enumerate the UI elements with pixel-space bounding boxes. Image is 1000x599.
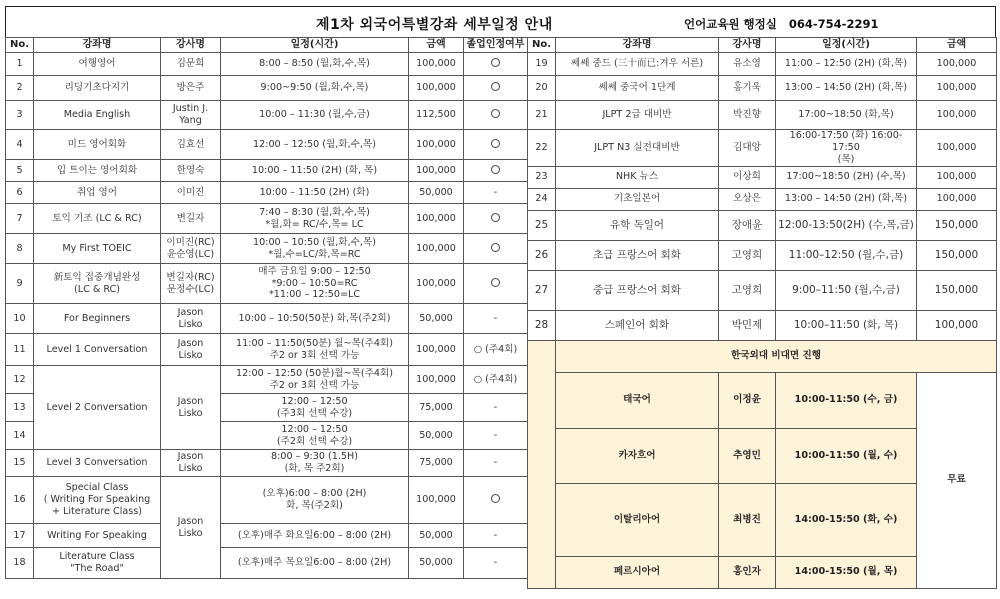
table-row [6,182,528,204]
fee: 50,000 [409,548,464,579]
fee: 100,000 [917,101,997,130]
course-name: 페르시아어 [556,556,719,588]
schedule: 13:00 – 14:50 (2H) (화,목) [776,76,917,101]
credit [464,53,528,76]
instructor: 이미진 [161,182,221,204]
course-line: ( Writing For Speaking [43,494,151,505]
instructor: 유소영 [719,53,776,76]
fee: 100,000 [409,76,464,101]
credit: ○ (주4회) [464,334,528,366]
instructor-line: 변길자(RC) [166,271,215,283]
schedule: 8:00 – 8:50 (월,화,수,목) [221,53,409,76]
credit [464,76,528,101]
table-row [528,166,997,188]
instructor [161,334,221,366]
course-name: My First TOEIC [34,234,161,264]
circle-icon [491,278,500,287]
row-no: 9 [6,264,34,304]
course-line: Literature Class [59,551,135,563]
online-row [528,372,997,428]
right-schedule-table [527,37,997,589]
instructor-line: Lisko [178,349,203,361]
col-schedule: 일정(시간) [221,38,409,53]
table-row [6,548,528,579]
instructor [161,264,221,304]
schedule: 9:00–11:50 (월,수,금) [776,270,917,310]
course-name: 쎄쎄 중국어 1단계 [556,76,719,101]
course-name: 이탈리아어 [556,483,719,556]
fee: 50,000 [409,524,464,548]
fee: 100,000 [917,310,997,340]
table-row [528,53,997,76]
course-name [34,477,161,524]
credit: - [464,524,528,548]
credit: - [464,548,528,579]
schedule [221,394,409,422]
course-name: 취업 영어 [34,182,161,204]
schedule [221,450,409,477]
instructor: 이상희 [719,166,776,188]
schedule-line: 화, 목(주2회) [286,500,343,511]
row-no: 23 [528,166,556,188]
course-name [34,548,161,579]
fee: 100,000 [409,366,464,394]
schedule: 10:00-11:50 (수, 금) [776,372,917,428]
instructor-line: Jason [177,306,204,318]
instructor-line: 이미진(RC) [166,236,215,248]
course-name: JLPT N3 실전대비반 [556,130,719,167]
course-name: JLPT 2급 대비반 [556,101,719,130]
instructor: 홍인자 [719,556,776,588]
instructor: 이정윤 [719,372,776,428]
schedule [221,477,409,524]
instructor: 방은주 [161,76,221,101]
schedule [221,334,409,366]
fee: 150,000 [917,210,997,240]
table-row [528,130,997,167]
schedule: 17:00~18:50 (2H) (수,목) [776,166,917,188]
table-row [528,188,997,210]
instructor: 추영민 [719,428,776,483]
course-line: 新토익 집중개념완성 [53,271,141,283]
row-no: 21 [528,101,556,130]
schedule: 14:00-15:50 (월, 목) [776,556,917,588]
instructor [161,477,221,579]
schedule: 10:00 – 11:50 (2H) (화, 목) [221,160,409,182]
schedule: 11:00 – 12:50 (2H) (화,목) [776,53,917,76]
course-line: Special Class [65,482,129,494]
row-no: 17 [6,524,34,548]
row-no: 13 [6,394,34,422]
instructor-line: Jason [177,515,204,527]
circle-icon [491,494,500,503]
schedule-line: *11:00 – 12:50=LC [268,289,361,301]
schedule-line: 11:00 – 11:50(50분) 월~목(주4회) [236,337,393,349]
fee: 150,000 [917,240,997,270]
credit [464,160,528,182]
course-name: 태국어 [556,372,719,428]
course-line: + Literature Class) [51,505,143,517]
fee: 112,500 [409,101,464,130]
row-no: 11 [6,334,34,366]
fee: 100,000 [409,264,464,304]
instructor [161,234,221,264]
col-instructor: 강사명 [719,38,776,53]
col-course: 강좌명 [34,38,161,53]
course-name: 카자흐어 [556,428,719,483]
table-row [6,477,528,524]
table-row [6,160,528,182]
col-fee: 금액 [409,38,464,53]
schedule: 10:00–11:50 (화, 목) [776,310,917,340]
fee: 75,000 [409,394,464,422]
schedule-line: (목) [837,153,855,165]
instructor: 장애윤 [719,210,776,240]
table-row [6,524,528,548]
table-row [6,76,528,101]
credit: - [464,304,528,334]
schedule-line: (오후)6:00 – 8:00 (2H) [262,488,367,500]
course-name: 여행영어 [34,53,161,76]
fee: 50,000 [409,304,464,334]
row-no: 8 [6,234,34,264]
instructor-line: Jason [177,395,204,407]
row-no: 20 [528,76,556,101]
schedule-line: 10:00 – 10:50 (월,화,수,목) [253,236,376,248]
instructor [161,304,221,334]
schedule [221,234,409,264]
table-row [528,101,997,130]
course-name: Level 1 Conversation [34,334,161,366]
schedule [776,130,917,167]
row-no: 27 [528,270,556,310]
row-no: 16 [6,477,34,524]
row-no: 18 [6,548,34,579]
instructor: 고영희 [719,270,776,310]
credit [464,130,528,160]
table-row [528,210,997,240]
schedule-line: *9:00 – 10:50=RC [271,277,358,289]
fee: 100,000 [409,204,464,234]
instructor-line: Lisko [178,318,203,330]
course-name: 쎄쎄 중드 (三十而已:겨우 서른) [556,53,719,76]
credit [464,264,528,304]
online-fee: 무료 [917,372,997,588]
fee: 100,000 [409,477,464,524]
fee: 100,000 [917,130,997,167]
circle-icon [491,165,500,174]
office-name: 언어교육원 행정실 [684,17,777,31]
course-name: 리딩기초다지기 [34,76,161,101]
table-row [6,450,528,477]
course-name: 미드 영어회화 [34,130,161,160]
instructor [161,450,221,477]
fee: 100,000 [409,334,464,366]
instructor: 변길자 [161,204,221,234]
table-row [6,304,528,334]
course-line: (LC & RC) [74,283,120,295]
course-name: 중급 프랑스어 회화 [556,270,719,310]
schedule-line: 12:00 – 12:50 [281,423,348,435]
schedule [221,366,409,394]
schedule: 11:00–12:50 (월,수,금) [776,240,917,270]
schedule: 17:00~18:50 (화,목) [776,101,917,130]
schedule [221,422,409,450]
online-spacer [528,340,556,588]
row-no: 10 [6,304,34,334]
schedule: 10:00-11:50 (월, 수) [776,428,917,483]
schedule-line: 7:40 – 8:30 (월,화,수,목) [259,206,370,218]
row-no: 7 [6,204,34,234]
table-row [528,270,997,310]
credit [464,234,528,264]
circle-icon [491,109,500,118]
schedule: 13:00 – 14:50 (2H) (화,목) [776,188,917,210]
fee: 100,000 [409,53,464,76]
circle-icon [491,82,500,91]
row-no: 14 [6,422,34,450]
schedule: 9:00~9:50 (월,화,수,목) [221,76,409,101]
course-name: 스페인어 회화 [556,310,719,340]
instructor: 홍기욱 [719,76,776,101]
credit: - [464,182,528,204]
col-course: 강좌명 [556,38,719,53]
instructor [161,366,221,450]
table-row [528,240,997,270]
course-name: NHK 뉴스 [556,166,719,188]
course-name: For Beginners [34,304,161,334]
schedule [221,264,409,304]
schedule-line: (주3회 선택 수강) [276,407,353,419]
header-row [6,38,528,53]
row-no: 6 [6,182,34,204]
fee: 100,000 [917,188,997,210]
row-no: 4 [6,130,34,160]
credit [464,477,528,524]
table-row [6,101,528,130]
online-heading: 한국외대 비대면 진행 [556,340,997,372]
instructor: 김대앙 [719,130,776,167]
course-name: 기초일본어 [556,188,719,210]
schedule-line: 12:00 – 12:50 (50분)월~목(주4회) [236,367,393,379]
schedule-line: 12:00 – 12:50 [281,395,348,407]
table-row [6,53,528,76]
instructor: 오상은 [719,188,776,210]
fee: 100,000 [409,130,464,160]
table-row [6,204,528,234]
credit: - [464,450,528,477]
row-no: 3 [6,101,34,130]
instructor: 고영희 [719,240,776,270]
circle-icon [491,139,500,148]
course-line: "The Road" [70,563,124,574]
schedule-line: (화, 목 주2회) [284,463,345,474]
fee: 100,000 [917,76,997,101]
course-name: 유학 독일어 [556,210,719,240]
fee: 100,000 [917,166,997,188]
col-no: No. [6,38,34,53]
instructor-line: Lisko [178,407,203,419]
schedule: 12:00 – 12:50 (월,화,수,목) [221,130,409,160]
header-row [528,38,997,53]
instructor: Justin J. Yang [161,101,221,130]
col-credit: 졸업인정여부 [464,38,528,53]
schedule-line: 주2 or 3회 선택 가능 [269,349,360,361]
fee: 100,000 [917,53,997,76]
col-fee: 금액 [917,38,997,53]
course-name: Writing For Speaking [34,524,161,548]
credit: - [464,422,528,450]
col-schedule: 일정(시간) [776,38,917,53]
row-no: 28 [528,310,556,340]
left-schedule-table [5,37,528,579]
fee: 100,000 [409,160,464,182]
course-name: Level 3 Conversation [34,450,161,477]
credit: - [464,394,528,422]
schedule-line: *월,화= RC/수,목= LC [265,218,364,230]
credit [464,101,528,130]
row-no: 2 [6,76,34,101]
instructor: 박진향 [719,101,776,130]
schedule-line: 8:00 – 9:30 (1.5H) [271,451,358,463]
schedule: 10:00 – 11:30 (월,수,금) [221,101,409,130]
row-no: 5 [6,160,34,182]
instructor: 최병진 [719,483,776,556]
table-row [6,130,528,160]
row-no: 22 [528,130,556,167]
course-name: Media English [34,101,161,130]
row-no: 26 [528,240,556,270]
schedule: (오후)매주 화요일6:00 – 8:00 (2H) [221,524,409,548]
course-name: 토익 기조 (LC & RC) [34,204,161,234]
row-no: 15 [6,450,34,477]
online-heading-row [528,340,997,372]
table-row [528,310,997,340]
col-no: No. [528,38,556,53]
page-title: 제1차 외국어특별강좌 세부일정 안내 [316,17,553,33]
instructor: 박민제 [719,310,776,340]
fee: 50,000 [409,422,464,450]
circle-icon [491,213,500,222]
instructor-line: 문정수(LC) [166,283,215,295]
office-phone: 064-754-2291 [788,17,879,31]
circle-icon [491,243,500,252]
schedule: 14:00-15:50 (화, 수) [776,483,917,556]
instructor: 김효선 [161,130,221,160]
table-row [6,366,528,394]
credit [464,204,528,234]
schedule: 12:00-13:50(2H) (수,목,금) [776,210,917,240]
instructor: 김문희 [161,53,221,76]
course-name: 입 트이는 영어회화 [34,160,161,182]
schedule-line: 16:00-17:50 (화) 16:00-17:50 [789,130,903,153]
table-row [6,334,528,366]
circle-icon [491,58,500,67]
fee: 100,000 [409,234,464,264]
title-bar [5,6,996,37]
fee: 50,000 [409,182,464,204]
instructor-line: Lisko [178,463,203,474]
credit: ○ (주4회) [464,366,528,394]
course-name [34,264,161,304]
schedule: 10:00 – 10:50(50분) 화,목(주2회) [221,304,409,334]
course-name: 초급 프랑스어 회화 [556,240,719,270]
table-row [6,234,528,264]
schedule-line: (주2회 선택 수강) [276,435,353,447]
row-no: 25 [528,210,556,240]
office-contact [684,16,878,32]
schedule-line: 매주 금요일 9:00 – 12:50 [258,265,371,277]
instructor: 한영숙 [161,160,221,182]
schedule-line: *월,수=LC/화,목=RC [268,248,361,260]
schedule: (오후)매주 목요일6:00 – 8:00 (2H) [221,548,409,579]
fee: 75,000 [409,450,464,477]
row-no: 24 [528,188,556,210]
course-name: Level 2 Conversation [34,366,161,450]
col-instructor: 강사명 [161,38,221,53]
instructor-line: Lisko [178,527,203,539]
schedule-line: 주2 or 3회 선택 가능 [269,379,360,391]
table-row [6,264,528,304]
row-no: 1 [6,53,34,76]
instructor-line: 윤순영(LC) [166,248,215,260]
instructor-line: Jason [177,451,204,463]
fee: 150,000 [917,270,997,310]
table-row [528,76,997,101]
schedule: 10:00 – 11:50 (2H) (화) [221,182,409,204]
schedule [221,204,409,234]
row-no: 12 [6,366,34,394]
row-no: 19 [528,53,556,76]
instructor-line: Jason [177,337,204,349]
